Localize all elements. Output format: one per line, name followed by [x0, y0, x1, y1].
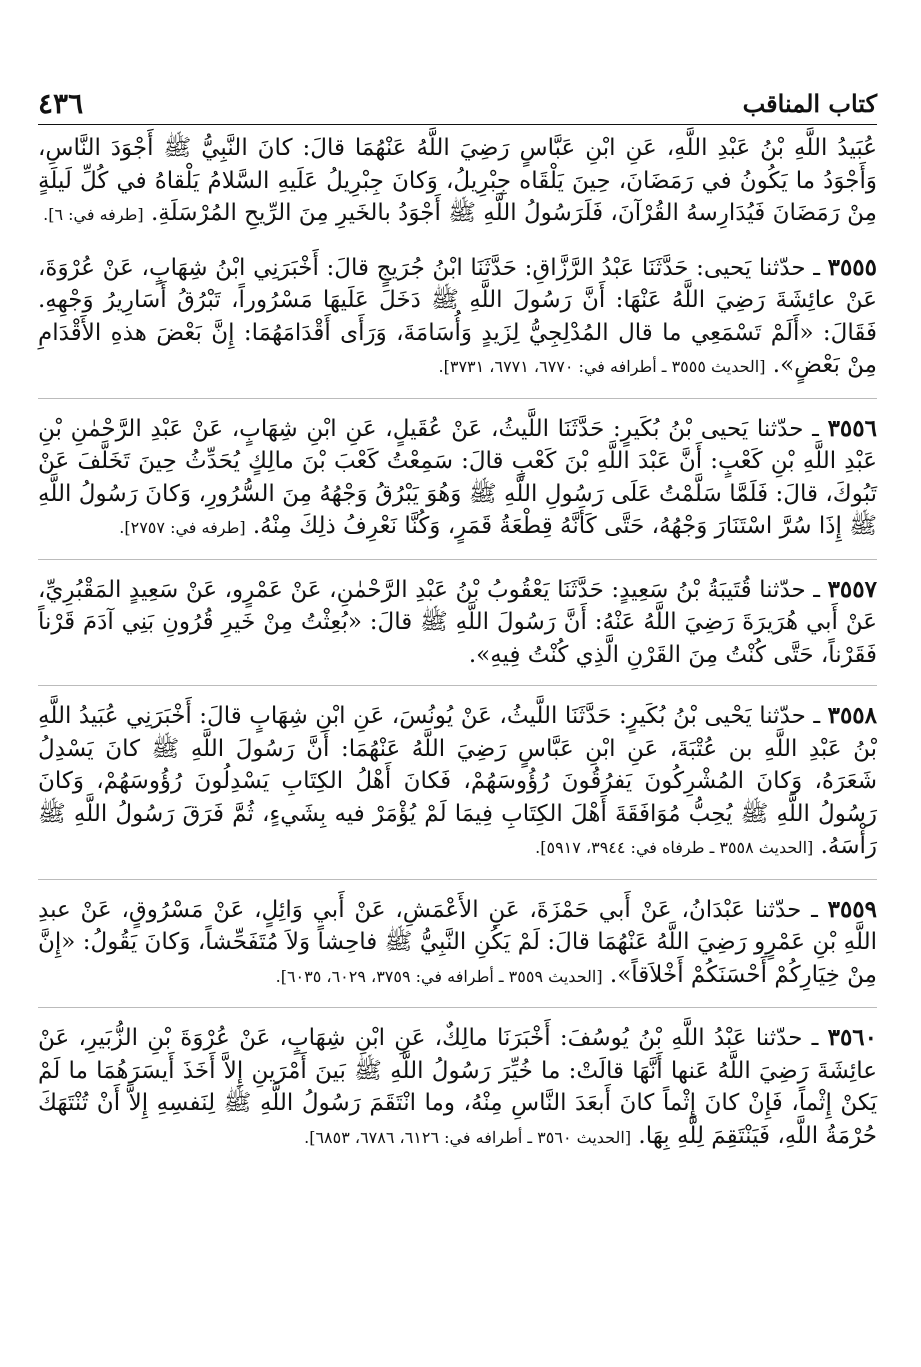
page-header [38, 74, 877, 125]
separator [38, 879, 877, 880]
page-body [38, 132, 877, 1168]
separator [38, 1007, 877, 1008]
hadith-ref: [الحديث ٣٥٥٩ ـ أطرافه في: ٣٧٥٩، ٦٠٢٩، ٦٠٣٥]. [275, 966, 603, 986]
hadith-number: ٣٥٥٨ [827, 702, 878, 729]
hadith-ref: [الحديث ٣٥٥٥ ـ أطرافه في: ٦٧٧٠، ٦٧٧١، ٣٧٣١]. [438, 357, 766, 376]
hadith-3557 [38, 574, 877, 672]
hadith-ref: [طرفه في: ٢٧٥٧]. [119, 518, 246, 537]
hadith-3560 [38, 1022, 877, 1154]
page-number: ٤٣٦ [38, 87, 84, 120]
hadith-3556 [38, 413, 877, 545]
separator [38, 685, 877, 686]
hadith-text: ـ حدّثنا يَحْيى بْنُ بُكَيرٍ: حَدَّثَنَا اللَّيثُ، عَنْ يُونُسَ، عَنِ ابْنِ شِهَابٍ قالَ: أَخْبَرَنِي عُبَيدُ اللَّهِ بْنُ عَبْدِ اللَّهِ بن عُتْبَةَ، عَنِ ابْنِ عَبَّاسٍ رَضِيَ اللَّهُ عَنْهُمَا: أَنَّ رَسُولَ اللَّهِ ﷺ كانَ يَسْدِلُ شَعَرَهُ، وَكانَ المُشْرِكُونَ يَفرُقُونَ رُؤُوسَهُمْ، فَكانَ أَهْلُ الكِتَابِ يَسْدِلُونَ رُؤُوسَهُمْ، وَكانَ رَسُولُ اللَّهِ ﷺ يُحِبُّ مُوَافَقَةَ أَهْلَ الكِتَابِ فِيمَا لَمْ يُؤْمَرْ فيه بِشَيءٍ، ثُمَّ فَرَقَ رَسُولُ اللَّهِ ﷺ رَأْسَهُ. [38, 703, 877, 859]
hadith-3555 [38, 252, 877, 384]
hadith-ref: [الحديث ٣٥٦٠ ـ أطرافه في: ٦١٢٦، ٦٧٨٦، ٦٨٥٣]. [304, 1127, 632, 1147]
hadith-text: ـ حدّثنا عَبْدَانُ، عَنْ أَبي حَمْزَةَ، عَنِ الأَعْمَشِ، عَنْ أَبي وَائِلٍ، عَنْ مَسْرُوقٍ، عَنْ عبدِ اللَّهِ بْنِ عَمْرٍو رَضِيَ اللَّهُ عَنْهُمَا قالَ: لَمْ يَكُنِ النَّبِيُّ ﷺ فاحِشاً وَلاَ مُتَفَحِّشاً، وَكانَ يَقُولُ: «إِنَّ مِنْ خِيَارِكُمْ أَحْسَنَكُمْ أَخْلاَقاً». [38, 896, 877, 988]
hadith-number: ٣٥٦٠ [827, 1024, 878, 1051]
hadith-text: ـ حدّثنا قُتَيبَةُ بْنُ سَعِيدٍ: حَدَّثَنَا يَعْقُوبُ بْنُ عَبْدِ الرَّحْمٰنِ، عَنْ عَمْرٍو، عَنْ سَعِيدٍ المَقْبُرِيِّ، عَنْ أَبي هُرَيرَةَ رَضِيَ اللَّهُ عَنْهُ: أَنَّ رَسُولَ اللَّهِ ﷺ قالَ: «بُعِثْتُ مِنْ خَيرِ قُرُونِ بَنِي آدَمَ قَرْناً فَقَرْناً، حَتَّى كُنْتُ مِنَ القَرْنِ الَّذِي كُنْتُ فِيهِ». [38, 576, 877, 668]
hadith-text: ـ حدّثنا عَبْدُ اللَّهِ بْنُ يُوسُفَ: أَخْبَرَنَا مالِكٌ، عَنِ ابْنِ شِهَابٍ، عَنْ عُرْوَةَ بْنِ الزُّبَيرِ، عَنْ عائِشَةَ رَضِيَ اللَّهُ عَنها أَنَّهَا قالَتْ: ما خُيِّرَ رَسُولُ اللَّهِ ﷺ بَينَ أَمْرَينِ إِلاَّ أَخَذَ أَيسَرَهُمَا ما لَمْ يَكنْ إِثْماً، فَإِنْ كانَ إِثْماً كانَ أَبعَدَ النَّاسِ مِنْهُ، وما انْتَقَمَ رَسُولُ اللَّهِ ﷺ لِنَفسِهِ إِلاَّ أَنْ تُنْتَهَكَ حُرْمَةُ اللَّهِ، فَيَنْتَقِمَ لِلَّهِ بِهَا. [38, 1025, 877, 1149]
opening-paragraph [38, 132, 877, 232]
separator [38, 559, 877, 560]
hadith-3558 [38, 700, 877, 865]
hadith-number: ٣٥٥٧ [827, 575, 877, 603]
hadith-number: ٣٥٥٥ [827, 253, 878, 281]
hadith-number: ٣٥٥٩ [827, 895, 878, 923]
book-title: كتاب المناقب [742, 89, 877, 118]
hadith-number: ٣٥٥٦ [827, 414, 877, 442]
opening-ref: [طرفه في: ٦]. [43, 205, 144, 224]
separator [38, 398, 877, 399]
hadith-3559 [38, 894, 877, 994]
hadith-text: ـ حدّثنا يَحيى: حَدَّثَنَا عَبْدُ الرَّزَّاقِ: حَدَّثَنَا ابْنُ جُرَيجٍ قالَ: أَخْبَرَنِي ابْنُ شِهَابٍ، عَنْ عُرْوَةَ، عَنْ عائِشَةَ رَضِيَ اللَّهُ عَنْهَا: أَنَّ رَسُولَ اللَّهِ ﷺ دَخَلَ عَلَيهَا مَسْرُوراً، تَبْرُقُ أَسَارِيرُ وَجْهِهِ. فَقَالَ: «أَلَمْ تَسْمَعِي ما قال المُدْلِجِيُّ لِزَيدٍ وَأُسَامَةَ، وَرَأَى أَقْدَامَهُمَا: إِنَّ بَعْضَ هذهِ الأَقْدَامِ مِنْ بَعْضٍ». [38, 254, 877, 378]
opening-text: عُبَيدُ اللَّهِ بْنُ عَبْدِ اللَّهِ، عَنِ ابْنِ عَبَّاسٍ رَضِيَ اللَّهُ عَنْهُمَا قالَ: كانَ النَّبِيُّ ﷺ أَجْوَدَ النَّاسِ، وَأَجْوَدُ ما يَكُونُ في رَمَضَانَ، حِينَ يَلْقَاه جِبْرِيلُ، وَكانَ جِبْرِيلُ عَلَيهِ السَّلامُ يَلْقاهُ في كُلِّ لَيلَةٍ مِنْ رَمَضَانَ فَيُدَارِسهُ القُرْآنَ، فَلَرَسُولُ اللَّهِ ﷺ أَجْوَدُ بالخَيرِ مِنَ الرِّيحِ المُرْسَلَةِ. [38, 135, 877, 226]
hadith-text: ـ حدّثنا يَحيى بْنُ بُكَيرٍ: حَدَّثَنَا اللَّيثُ، عَنْ عُقَيلٍ، عَنِ ابْنِ شِهَابٍ، عَنْ عَبْدِ الرَّحْمٰنِ بْنِ عَبْدِ اللَّهِ بْنِ كَعْبٍ: أَنَّ عَبْدَ اللَّهِ بْنَ كَعْبٍ قالَ: سَمِعْتُ كَعْبَ بْنَ مالِكٍ يُحَدِّثُ حِينَ تَخَلَّفَ عَنْ تَبُوكَ، قالَ: فَلَمَّا سَلَّمْتُ عَلَى رَسُولِ اللَّهِ ﷺ وَهُوَ يَبْرُقُ وَجْهُهُ مِنَ السُّرُورِ، وَكانَ رَسُولُ اللَّهِ ﷺ إِذَا سُرَّ اسْتَنَارَ وَجْهُهُ، حَتَّى كَأَنَّهُ قِطْعَةُ قَمَرٍ، وَكُنَّا نَعْرِفُ ذلِكَ مِنْهُ. [38, 415, 877, 539]
hadith-ref: [الحديث ٣٥٥٨ ـ طرفاه في: ٣٩٤٤، ٥٩١٧]. [535, 838, 814, 857]
